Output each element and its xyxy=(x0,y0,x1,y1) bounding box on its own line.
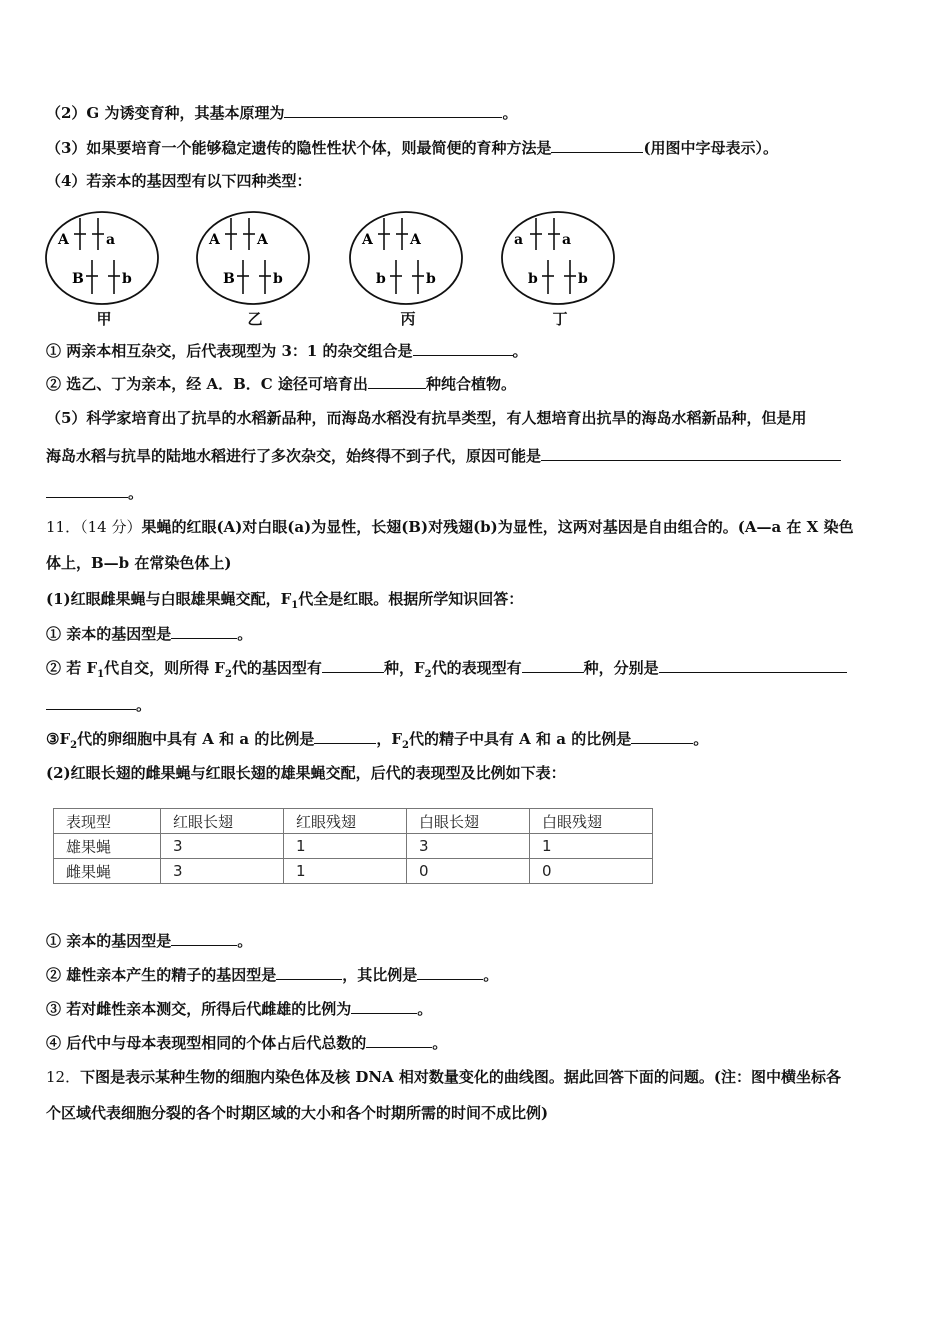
svg-text:b: b xyxy=(426,271,436,287)
table-cell: 3 xyxy=(407,834,530,859)
svg-text:b: b xyxy=(578,271,588,287)
q10-part4-2: ② 选乙、丁为亲本，经 A．B．C 途径可培育出 种纯合植物。 xyxy=(46,375,516,393)
q10-part4-1: ① 两亲本相互杂交，后代表现型为 3：1 的杂交组合是 。 xyxy=(46,342,528,360)
svg-text:a: a xyxy=(514,232,524,248)
cell-diagram-ding xyxy=(500,204,620,326)
table-cell: 0 xyxy=(530,859,653,884)
q10-part5-line2: 海岛水稻与抗旱的陆地水稻进行了多次杂交，始终得不到子代，原因可能是 xyxy=(46,445,904,466)
answer-blank[interactable] xyxy=(284,102,502,118)
cell-outline-icon xyxy=(348,204,468,310)
svg-text:b: b xyxy=(376,271,386,287)
table-row xyxy=(54,859,653,884)
cell-diagram-yi xyxy=(195,204,315,326)
answer-blank[interactable] xyxy=(171,930,237,946)
table-cell: 1 xyxy=(530,834,653,859)
q12-line1: 12．下图是表示某种生物的细胞内染色体及核 DNA 相对数量变化的曲线图。据此回答下面的问题。(注：图中横坐标各 xyxy=(46,1068,841,1086)
q11-part2-2: ② 雄性亲本产生的精子的基因型是 ，其比例是 。 xyxy=(46,966,499,984)
answer-blank[interactable] xyxy=(366,1032,432,1048)
table-row xyxy=(54,834,653,859)
answer-blank[interactable] xyxy=(171,623,237,639)
table-header-row xyxy=(54,809,653,834)
cell-diagram-bing xyxy=(348,204,468,326)
q10-part5-line1: （5）科学家培育出了抗旱的水稻新品种，而海岛水稻没有抗旱类型，有人想培育出抗旱的海岛水稻新品种，但是用 xyxy=(46,409,807,427)
answer-blank[interactable] xyxy=(322,657,384,673)
svg-text:A: A xyxy=(257,232,268,248)
svg-text:A: A xyxy=(410,232,421,248)
table-cell: 雄果蝇 xyxy=(54,834,161,859)
table-cell: 0 xyxy=(407,859,530,884)
q11-part1-3: $③F_2$代的卵细胞中具有 A 和 a 的比例是 ，$F_2$代的精子中具有 A 和 a 的比例是 。 xyxy=(46,730,709,751)
answer-blank[interactable] xyxy=(368,373,426,389)
q11-part2-3: ③ 若对雌性亲本测交，所得后代雌雄的比例为 。 xyxy=(46,1000,433,1018)
cell-diagram-jia xyxy=(44,204,164,326)
q11-part2-intro: (2)红眼长翅的雌果蝇与红眼长翅的雄果蝇交配，后代的表现型及比例如下表： xyxy=(46,764,566,782)
answer-blank[interactable] xyxy=(522,657,584,673)
answer-blank[interactable] xyxy=(46,482,128,498)
q10-part5-line3: 。 xyxy=(46,482,904,503)
svg-text:B: B xyxy=(72,271,84,287)
svg-text:b: b xyxy=(528,271,538,287)
q10-part4-intro: （4）若亲本的基因型有以下四种类型： xyxy=(46,172,312,190)
table-cell: 3 xyxy=(161,859,284,884)
svg-text:A: A xyxy=(362,232,373,248)
q11-intro-line1: 11．（14 分）果蝇的红眼(A)对白眼(a)为显性，长翅(B)对残翅(b)为显性，这两对基因是自由组合的。(A—a 在 X 染色 xyxy=(46,518,854,536)
q11-part1-1: ① 亲本的基因型是 。 xyxy=(46,625,253,643)
table-cell: 1 xyxy=(284,834,407,859)
svg-text:b: b xyxy=(122,271,132,287)
q10-part3: （3）如果要培育一个能够稳定遗传的隐性性状个体，则最简便的育种方法是 (用图中字母表示）。 xyxy=(46,139,779,157)
cell-label: 丁 xyxy=(552,310,568,328)
q11-part2-1: ① 亲本的基因型是 。 xyxy=(46,932,253,950)
svg-text:A: A xyxy=(209,232,220,248)
svg-text:B: B xyxy=(223,271,235,287)
cell-label: 乙 xyxy=(247,310,263,328)
table-cell: 3 xyxy=(161,834,284,859)
svg-text:b: b xyxy=(273,271,283,287)
table-header-cell: 白眼长翅 xyxy=(407,809,530,834)
q11-part1-2-cont: 。 xyxy=(46,694,904,715)
svg-text:a: a xyxy=(106,232,116,248)
answer-blank[interactable] xyxy=(314,728,376,744)
answer-blank[interactable] xyxy=(413,340,513,356)
table-cell: 雌果蝇 xyxy=(54,859,161,884)
table-header-cell: 白眼残翅 xyxy=(530,809,653,834)
table-header-cell: 表现型 xyxy=(54,809,161,834)
table-header-cell: 红眼残翅 xyxy=(284,809,407,834)
cell-outline-icon xyxy=(44,204,164,310)
cell-label: 丙 xyxy=(400,310,416,328)
table-cell: 1 xyxy=(284,859,407,884)
answer-blank[interactable] xyxy=(417,964,483,980)
q11-part2-4: ④ 后代中与母本表现型相同的个体占后代总数的 。 xyxy=(46,1034,448,1052)
q11-part1-2: ② 若 $F_1$代自交，则所得 $F_2$代的基因型有 种，$F_2$代的表现型有 种，分别是 xyxy=(46,657,904,685)
table-header-cell: 红眼长翅 xyxy=(161,809,284,834)
svg-text:a: a xyxy=(562,232,572,248)
answer-blank[interactable] xyxy=(631,728,693,744)
answer-blank[interactable] xyxy=(276,964,342,980)
genotype-cell-diagrams xyxy=(40,204,630,326)
answer-blank[interactable] xyxy=(659,657,847,673)
answer-blank[interactable] xyxy=(351,998,417,1014)
cell-outline-icon xyxy=(195,204,315,310)
q10-part2: （2）G 为诱变育种，其基本原理为 。 xyxy=(46,104,518,122)
svg-text:A: A xyxy=(58,232,69,248)
cell-label: 甲 xyxy=(96,310,112,328)
offspring-phenotype-table xyxy=(53,808,653,884)
answer-blank[interactable] xyxy=(551,137,643,153)
cell-outline-icon xyxy=(500,204,620,310)
q12-line2: 个区域代表细胞分裂的各个时期区域的大小和各个时期所需的时间不成比例) xyxy=(46,1104,549,1122)
q11-intro-line2: 体上，B—b 在常染色体上) xyxy=(46,554,232,572)
answer-blank[interactable] xyxy=(46,694,136,710)
answer-blank[interactable] xyxy=(541,445,841,461)
q11-part1-intro: (1)红眼雌果蝇与白眼雄果蝇交配，$F_1$代全是红眼。根据所学知识回答： xyxy=(46,590,524,611)
